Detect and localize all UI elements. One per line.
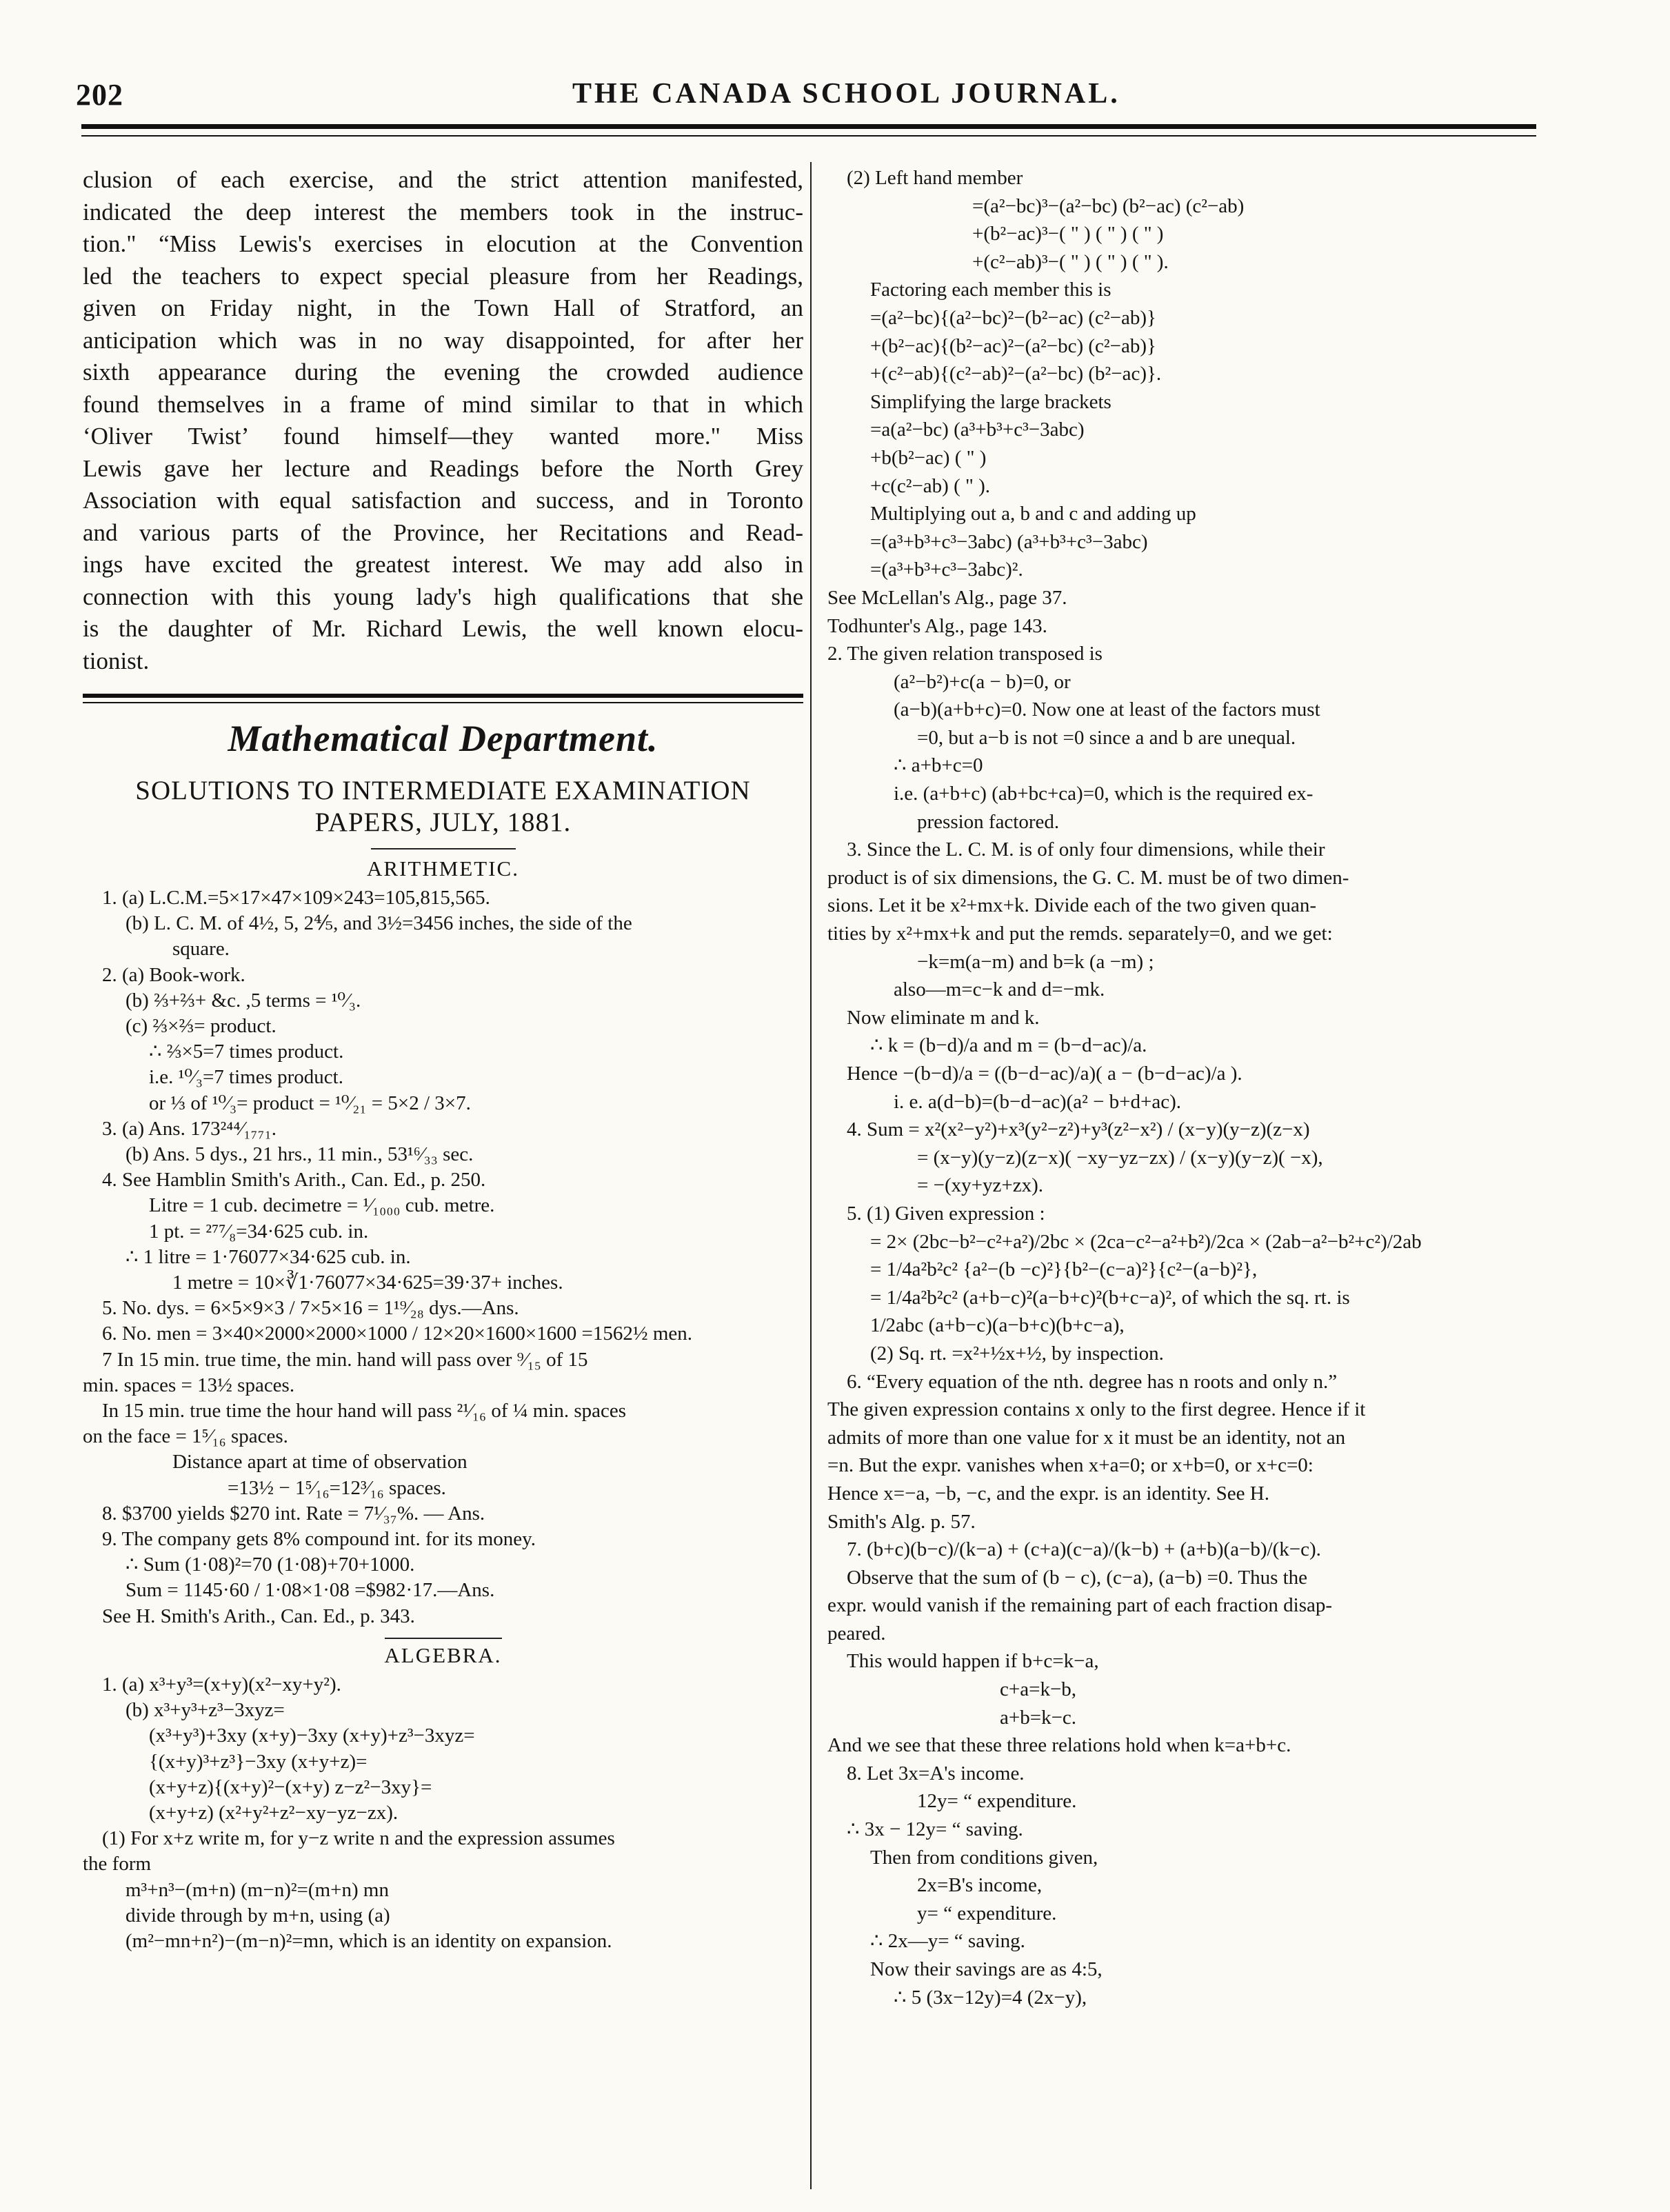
solution-line: (a²−b²)+c(a − b)=0, or	[894, 670, 1071, 693]
column-divider	[810, 162, 812, 2189]
intro-line: tion." “Miss Lewis's exercises in elocution at the Convention	[83, 230, 803, 257]
solution-line: peared.	[827, 1622, 886, 1645]
article-title-line: SOLUTIONS TO INTERMEDIATE EXAMINATION	[135, 776, 751, 805]
solution-line: −k=m(a−m) and b=k (a −m) ;	[917, 950, 1154, 973]
solution-line: Now their savings are as 4:5,	[870, 1958, 1103, 1980]
solution-line: Smith's Alg. p. 57.	[827, 1510, 976, 1533]
solution-line: divide through by m+n, using (a)	[125, 1904, 390, 1927]
intro-line: Association with equal satisfaction and success, and in Toronto	[83, 487, 803, 514]
solution-line: 9. The company gets 8% compound int. for its money.	[102, 1528, 536, 1551]
solution-line: 1 pt. = ²⁷⁷⁄₈=34·625 cub. in.	[149, 1220, 369, 1243]
solution-line: i. e. a(d−b)=(b−d−ac)(a² − b+d+ac).	[894, 1090, 1182, 1113]
solution-line: ∴ 1 litre = 1·76077×34·625 cub. in.	[125, 1245, 411, 1268]
solution-line: 2x=B's income,	[917, 1874, 1043, 1897]
solution-line: Factoring each member this is	[870, 279, 1111, 301]
solution-line: +(c²−ab){(c²−ab)²−(a²−bc) (b²−ac)}.	[870, 363, 1162, 385]
department-title: Mathematical Department.	[228, 718, 658, 759]
solution-line: 7. (b+c)(b−c)/(k−a) + (c+a)(c−a)/(k−b) + (a+b)(a−b)/(k−c).	[847, 1538, 1321, 1561]
solution-line: 3. Since the L. C. M. is of only four dimensions, while their	[847, 838, 1325, 861]
solution-line: Litre = 1 cub. decimetre = ¹⁄₁₀₀₀ cub. metre.	[149, 1194, 495, 1217]
solution-line: =n. But the expr. vanishes when x+a=0; or x+b=0, or x+c=0:	[827, 1454, 1314, 1477]
solution-line: i.e. ¹⁰⁄₃=7 times product.	[149, 1066, 343, 1089]
solution-line: This would happen if b+c=k−a,	[847, 1650, 1099, 1673]
solution-line: Now eliminate m and k.	[847, 1006, 1040, 1029]
arithmetic-heading: ARITHMETIC.	[367, 856, 519, 881]
solution-line: (a−b)(a+b+c)=0. Now one at least of the factors must	[894, 698, 1320, 721]
solution-line: +b(b²−ac) ( " )	[870, 446, 987, 469]
solution-line: See H. Smith's Arith., Can. Ed., p. 343.	[102, 1605, 415, 1627]
section-rule-thin	[83, 702, 803, 703]
solution-line: (b) Ans. 5 dys., 21 hrs., 11 min., 53¹⁶⁄₃₃ sec.	[125, 1143, 474, 1166]
intro-paragraph	[83, 164, 803, 677]
intro-line: sixth appearance during the evening the crowded audience	[83, 359, 803, 385]
solution-line: (b) ⅔+⅔+ &c. ,5 terms = ¹⁰⁄₃.	[125, 989, 361, 1012]
solution-line: Hence −(b−d)/a = ((b−d−ac)/a)( a − (b−d−ac)/a ).	[847, 1063, 1243, 1085]
solution-line: =(a³+b³+c³−3abc)².	[870, 559, 1023, 581]
solution-line: 1 metre = 10×∛1·76077×34·625=39·37+ inches.	[172, 1271, 563, 1294]
intro-line: tionist.	[83, 647, 150, 674]
solution-line: = −(xy+yz+zx).	[917, 1174, 1043, 1197]
solution-line: 1. (a) x³+y³=(x+y)(x²−xy+y²).	[102, 1673, 341, 1696]
solution-line: In 15 min. true time the hour hand will pass ²¹⁄₁₆ of ¼ min. spaces	[102, 1400, 627, 1422]
solution-line: (2) Left hand member	[847, 167, 1023, 189]
solution-line: +(b²−ac){(b²−ac)²−(a²−bc) (c²−ab)}	[870, 334, 1156, 357]
intro-line: given on Friday night, in the Town Hall of Stratford, an	[83, 294, 803, 321]
title-rule	[371, 848, 516, 849]
solution-line: (2) Sq. rt. =x²+½x+½, by inspection.	[870, 1342, 1164, 1365]
intro-line: is the daughter of Mr. Richard Lewis, the well known elocu-	[83, 615, 803, 642]
solution-line: Distance apart at time of observation	[172, 1451, 467, 1474]
article-title-line: PAPERS, JULY, 1881.	[314, 807, 572, 837]
solution-line: c+a=k−b,	[1000, 1678, 1077, 1701]
solution-line: The given expression contains x only to the first degree. Hence if it	[827, 1398, 1366, 1421]
solution-line: expr. would vanish if the remaining part of each fraction disap-	[827, 1594, 1333, 1617]
solution-line: 12y= “ expenditure.	[917, 1790, 1077, 1813]
solution-line: (b) x³+y³+z³−3xyz=	[125, 1699, 285, 1722]
solution-line: 4. See Hamblin Smith's Arith., Can. Ed., p. 250.	[102, 1169, 486, 1192]
solution-line: (1) For x+z write m, for y−z write n and the expression assumes	[102, 1827, 615, 1850]
solution-line: 6. “Every equation of the nth. degree has n roots and only n.”	[847, 1370, 1338, 1393]
running-head: THE CANADA SCHOOL JOURNAL.	[572, 78, 1120, 110]
solution-line: 4. Sum = x²(x²−y²)+x³(y²−z²)+y³(z²−x²) / (x−y)(y−z)(z−x)	[847, 1118, 1310, 1141]
solution-line: 5. No. dys. = 6×5×9×3 / 7×5×16 = 1¹⁹⁄₂₈ dys.—Ans.	[102, 1297, 519, 1320]
solution-line: 6. No. men = 3×40×2000×2000×1000 / 12×20×1600×1600 =1562½ men.	[102, 1323, 693, 1345]
solution-line: =a(a²−bc) (a³+b³+c³−3abc)	[870, 419, 1085, 441]
solution-line: 2. (a) Book-work.	[102, 963, 245, 986]
header-rule-thick	[81, 124, 1536, 129]
solution-line: Then from conditions given,	[870, 1846, 1098, 1869]
solution-line: See McLellan's Alg., page 37.	[827, 586, 1067, 609]
solution-line: admits of more than one value for x it must be an identity, not an	[827, 1426, 1346, 1449]
solution-line: Sum = 1145·60 / 1·08×1·08 =$982·17.—Ans.	[125, 1579, 495, 1602]
header-rule-thin	[81, 135, 1536, 137]
solution-line: =(a³+b³+c³−3abc) (a³+b³+c³−3abc)	[870, 530, 1148, 553]
solution-line: +(c²−ab)³−( " ) ( " ) ( " ).	[972, 250, 1169, 273]
solution-line: the form	[83, 1853, 152, 1876]
solution-line: tities by x²+mx+k and put the remds. separately=0, and we get:	[827, 923, 1333, 945]
solution-line: ∴ 2x—y= “ saving.	[870, 1930, 1025, 1953]
solution-line: m³+n³−(m+n) (m−n)²=(m+n) mn	[125, 1878, 389, 1901]
solution-line: Multiplying out a, b and c and adding up	[870, 503, 1196, 525]
intro-line: connection with this young lady's high qualifications that she	[83, 583, 803, 610]
solution-line: 2. The given relation transposed is	[827, 643, 1103, 665]
solution-line: = 1/4a²b²c² {a²−(b −c)²}{b²−(c−a)²}{c²−(a−b)²},	[870, 1258, 1258, 1281]
intro-line: ings have excited the greatest interest. We may add also in	[83, 551, 803, 578]
solution-line: ∴ k = (b−d)/a and m = (b−d−ac)/a.	[870, 1034, 1147, 1057]
solution-line: Todhunter's Alg., page 143.	[827, 614, 1047, 637]
intro-line: Lewis gave her lecture and Readings before the North Grey	[83, 454, 803, 482]
solution-line: +(b²−ac)³−( " ) ( " ) ( " )	[972, 223, 1164, 245]
solution-line: pression factored.	[917, 810, 1060, 833]
solution-line: on the face = 1⁵⁄₁₆ spaces.	[83, 1425, 288, 1448]
algebra-solutions	[83, 1672, 803, 1954]
solution-line: = 1/4a²b²c² (a+b−c)²(a−b+c)²(b+c−a)², of which the sq. rt. is	[870, 1286, 1350, 1309]
section-rule-thick	[83, 694, 803, 698]
arithmetic-solutions	[83, 885, 803, 1629]
solution-line: =(a²−bc)³−(a²−bc) (b²−ac) (c²−ab)	[972, 194, 1245, 217]
solution-line: ∴ Sum (1·08)²=70 (1·08)+70+1000.	[125, 1554, 415, 1576]
solution-line: =(a²−bc){(a²−bc)²−(b²−ac) (c²−ab)}	[870, 306, 1156, 329]
solution-line: 3. (a) Ans. 173²⁴⁴⁄₁₇₇₁.	[102, 1117, 277, 1140]
solution-line: 7 In 15 min. true time, the min. hand will pass over ⁹⁄₁₅ of 15	[102, 1348, 588, 1371]
page-number: 202	[76, 78, 123, 112]
intro-line: anticipation which was in no way disappointed, for after her	[83, 326, 803, 354]
solution-line: i.e. (a+b+c) (ab+bc+ca)=0, which is the required ex-	[894, 783, 1314, 805]
solution-line: a+b=k−c.	[1000, 1706, 1077, 1729]
solution-line: sions. Let it be x²+mx+k. Divide each of the two given quan-	[827, 894, 1317, 917]
solution-line: y= “ expenditure.	[917, 1902, 1057, 1924]
solution-line: (c) ⅔×⅔= product.	[125, 1015, 276, 1038]
solution-line: ∴ 5 (3x−12y)=4 (2x−y),	[894, 1986, 1087, 2009]
intro-line: indicated the deep interest the members took in the instruc-	[83, 198, 803, 225]
solution-line: ∴ a+b+c=0	[894, 754, 983, 777]
article-title	[83, 775, 803, 838]
solution-line: (x³+y³)+3xy (x+y)−3xy (x+y)+z³−3xyz=	[149, 1725, 475, 1747]
intro-line: led the teachers to expect special pleasure from her Readings,	[83, 262, 803, 290]
solution-line: Simplifying the large brackets	[870, 390, 1111, 413]
solution-line: = 2× (2bc−b²−c²+a²)/2bc × (2ca−c²−a²+b²)/2ca × (2ab−a²−b²+c²)/2ab	[870, 1230, 1422, 1253]
solution-line: 1/2abc (a+b−c)(a−b+c)(b+c−a),	[870, 1314, 1125, 1337]
solution-line: 1. (a) L.C.M.=5×17×47×109×243=105,815,565.	[102, 887, 490, 909]
solution-line: Hence x=−a, −b, −c, and the expr. is an identity. See H.	[827, 1482, 1269, 1505]
solution-line: ∴ 3x − 12y= “ saving.	[847, 1818, 1023, 1841]
solution-line: (x+y+z) (x²+y²+z²−xy−yz−zx).	[149, 1801, 399, 1824]
solution-line: = (x−y)(y−z)(z−x)( −xy−yz−zx) / (x−y)(y−z)( −x),	[917, 1146, 1323, 1169]
intro-line: ‘Oliver Twist’ found himself—they wanted more." Miss	[83, 423, 803, 450]
solution-line: 5. (1) Given expression :	[847, 1202, 1045, 1225]
intro-line: and various parts of the Province, her Recitations and Read-	[83, 519, 803, 546]
intro-line: clusion of each exercise, and the strict attention manifested,	[83, 166, 803, 193]
right-column	[827, 164, 1534, 2011]
solution-line: =13½ − 1⁵⁄₁₆=12³⁄₁₆ spaces.	[228, 1476, 446, 1499]
solution-line: or ⅓ of ¹⁰⁄₃= product = ¹⁰⁄₂₁ = 5×2 / 3×7.	[149, 1092, 471, 1114]
solution-line: 8. Let 3x=A's income.	[847, 1762, 1025, 1784]
algebra-heading: ALGEBRA.	[384, 1642, 502, 1667]
solution-line: ∴ ⅔×5=7 times product.	[149, 1040, 344, 1063]
solution-line: (x+y+z){(x+y)²−(x+y) z−z²−3xy}=	[149, 1776, 432, 1798]
intro-line: found themselves in a frame of mind similar to that in which	[83, 390, 803, 418]
solution-line: And we see that these three relations hold when k=a+b+c.	[827, 1734, 1291, 1757]
solution-line: =0, but a−b is not =0 since a and b are unequal.	[917, 726, 1296, 749]
solution-line: 8. $3700 yields $270 int. Rate = 7¹⁄₃₇%. — Ans.	[102, 1502, 485, 1525]
solution-line: (m²−mn+n²)−(m−n)²=mn, which is an identity on expansion.	[125, 1929, 612, 1952]
solution-line: product is of six dimensions, the G. C. M. must be of two dimen-	[827, 866, 1349, 889]
solution-line: (b) L. C. M. of 4½, 5, 2⅘, and 3½=3456 inches, the side of the	[125, 912, 632, 935]
solution-line: square.	[172, 938, 230, 961]
left-column	[83, 164, 803, 1954]
solution-line: {(x+y)³+z³}−3xy (x+y+z)=	[149, 1750, 368, 1773]
algebra-rule	[385, 1638, 502, 1639]
solution-line: Observe that the sum of (b − c), (c−a), (a−b) =0. Thus the	[847, 1566, 1308, 1589]
solution-line: also—m=c−k and d=−mk.	[894, 978, 1105, 1001]
solution-line: +c(c²−ab) ( " ).	[870, 474, 990, 497]
solution-line: min. spaces = 13½ spaces.	[83, 1374, 295, 1396]
